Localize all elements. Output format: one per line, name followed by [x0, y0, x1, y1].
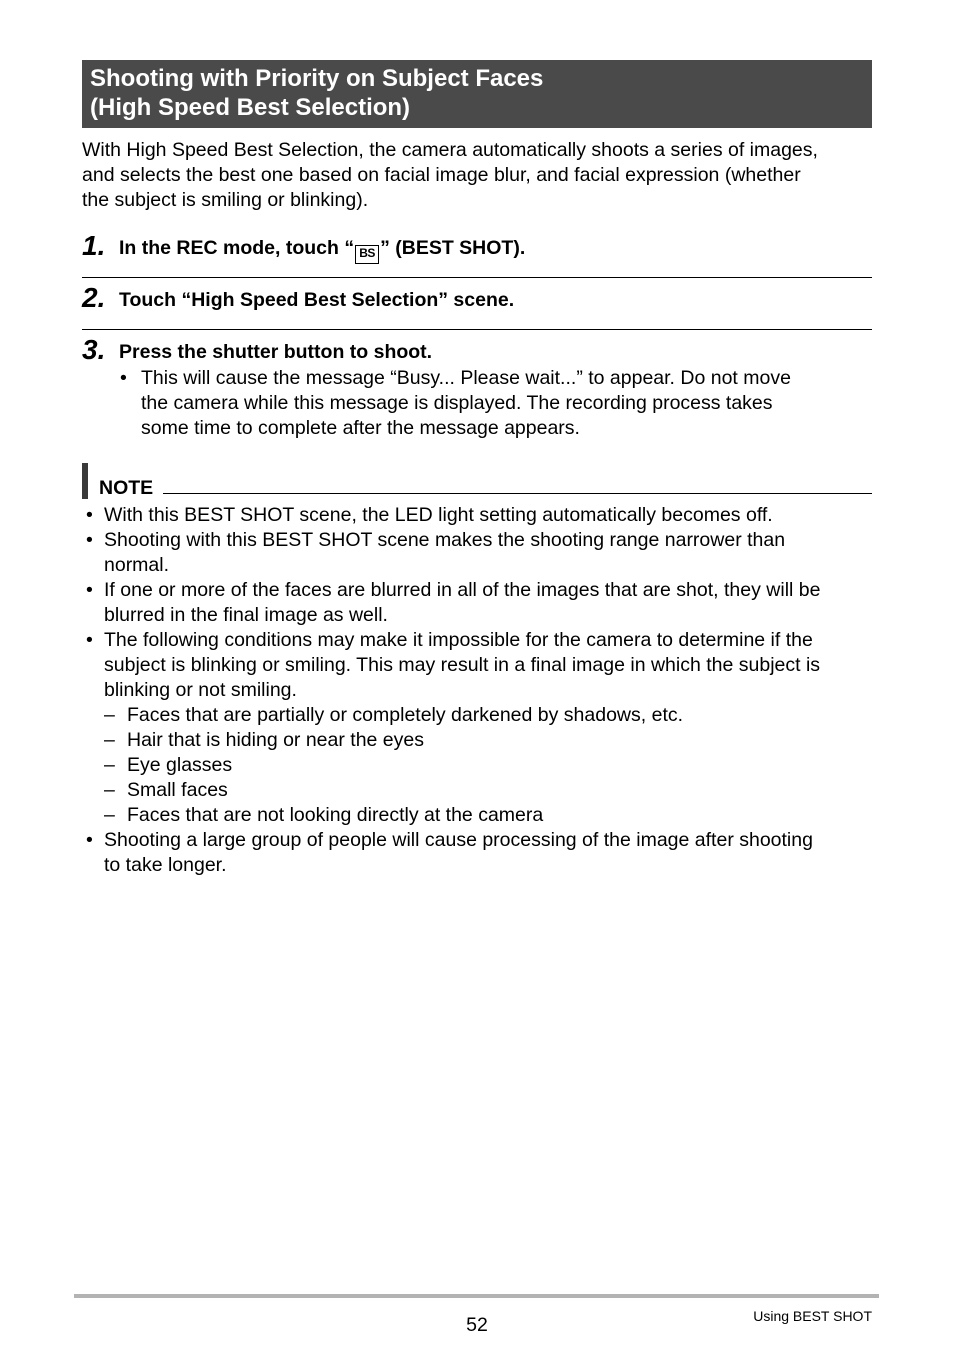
dash-item — [82, 803, 872, 828]
bullet-marker: • — [120, 367, 127, 389]
bullet-marker: • — [86, 829, 93, 851]
note-line: The following conditions may make it impossible for the camera to determine if the — [104, 629, 813, 651]
step-number: 2. — [82, 282, 106, 313]
note-item — [82, 828, 872, 853]
dash-marker: – — [104, 729, 115, 751]
note-item — [82, 578, 872, 603]
bullet-line: This will cause the message “Busy... Please wait...” to appear. Do not move — [141, 367, 791, 389]
bullet-line: some time to complete after the message appears. — [141, 417, 580, 439]
step-number: 1. — [82, 230, 106, 261]
page-number: 52 — [466, 1314, 488, 1336]
note-line: With this BEST SHOT scene, the LED light setting automatically becomes off. — [104, 504, 773, 526]
dash-item — [82, 778, 872, 803]
bullet-line: the camera while this message is displayed. The recording process takes — [141, 392, 773, 414]
step-1 — [82, 230, 872, 270]
dash-item-text: Eye glasses — [127, 754, 233, 776]
note-line: If one or more of the faces are blurred in all of the images that are shot, they will be — [104, 579, 821, 601]
step-text-after: ” (BEST SHOT). — [380, 237, 526, 259]
best-shot-icon: BS — [355, 245, 379, 264]
note-line: subject is blinking or smiling. This may result in a final image in which the subject is — [104, 654, 821, 676]
note-line: Shooting a large group of people will cause processing of the image after shooting — [104, 829, 813, 851]
note-line: blurred in the final image as well. — [104, 604, 388, 626]
dash-item — [82, 703, 872, 728]
bullet-marker: • — [86, 529, 93, 551]
step-text: Press the shutter button to shoot. — [119, 341, 433, 363]
note-marker-bar — [82, 463, 88, 499]
intro-line: and selects the best one based on facial image blur, and facial expression (whether — [82, 164, 801, 186]
note-line: blinking or not smiling. — [104, 679, 297, 701]
bullet-marker: • — [86, 504, 93, 526]
dash-item-text: Faces that are not looking directly at the camera — [127, 804, 544, 826]
step-2 — [82, 282, 872, 322]
note-item — [82, 528, 872, 553]
step-number: 3. — [82, 334, 106, 365]
dash-marker: – — [104, 804, 115, 826]
dash-item — [82, 728, 872, 753]
section-title-line-2: (High Speed Best Selection) — [90, 94, 411, 121]
dash-item — [82, 753, 872, 778]
dash-item-text: Small faces — [127, 779, 228, 801]
note-line: to take longer. — [104, 854, 227, 876]
note-item — [82, 628, 872, 653]
step-divider — [82, 277, 872, 278]
intro-line: the subject is smiling or blinking). — [82, 189, 369, 211]
step-text-before: In the REC mode, touch “ — [119, 237, 355, 259]
footer-section-name: Using BEST SHOT — [753, 1308, 872, 1324]
note-item-continued — [82, 553, 872, 578]
note-list — [82, 503, 872, 878]
note-rule — [163, 493, 872, 494]
dash-marker: – — [104, 704, 115, 726]
note-line: normal. — [104, 554, 170, 576]
note-item — [82, 503, 872, 528]
bullet-marker: • — [86, 629, 93, 651]
note-item-continued — [82, 603, 872, 628]
step-text — [119, 236, 525, 264]
section-title-bar — [82, 60, 872, 128]
step-divider — [82, 329, 872, 330]
dash-marker: – — [104, 779, 115, 801]
dash-item-text: Faces that are partially or completely darkened by shadows, etc. — [127, 704, 684, 726]
dash-item-text: Hair that is hiding or near the eyes — [127, 729, 424, 751]
step-text: Touch “High Speed Best Selection” scene. — [119, 289, 515, 311]
note-label: NOTE — [99, 477, 154, 499]
section-title-line-1: Shooting with Priority on Subject Faces — [90, 65, 544, 92]
note-item-continued — [82, 653, 872, 678]
intro-paragraph — [82, 138, 872, 213]
intro-line: With High Speed Best Selection, the camera automatically shoots a series of images, — [82, 139, 818, 161]
note-line: Shooting with this BEST SHOT scene makes the shooting range narrower than — [104, 529, 786, 551]
footer-rule — [74, 1294, 879, 1298]
note-item-continued — [82, 678, 872, 703]
note-item-continued — [82, 853, 872, 878]
bullet-marker: • — [86, 579, 93, 601]
dash-marker: – — [104, 754, 115, 776]
